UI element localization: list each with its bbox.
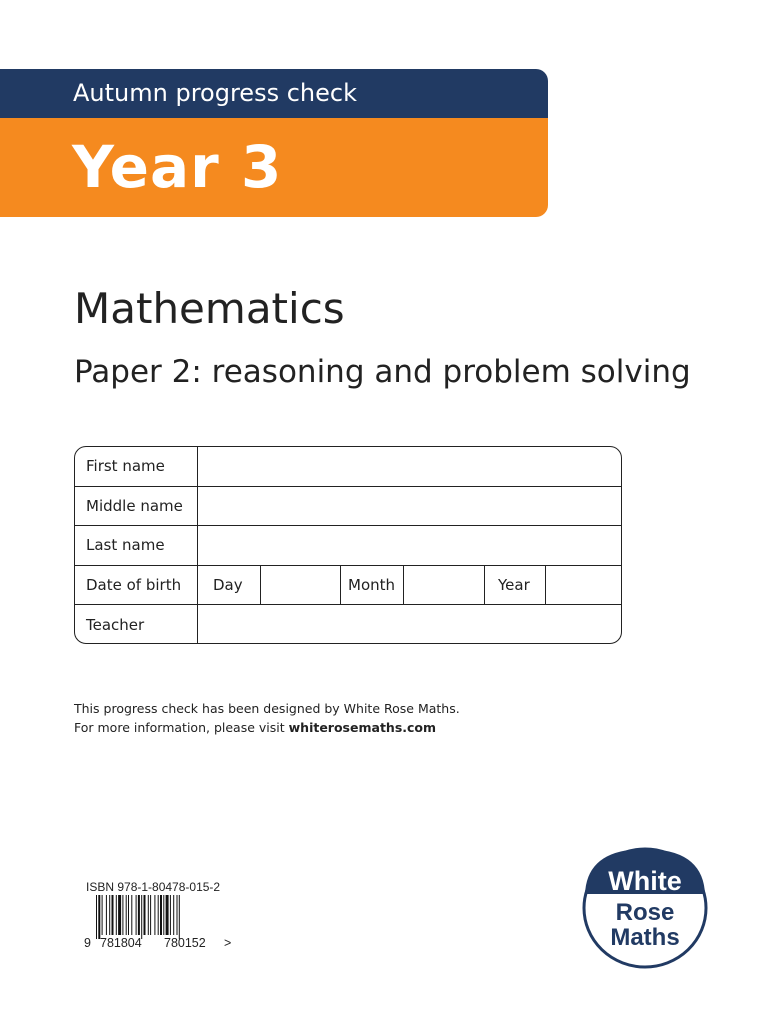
- barcode-bar: [98, 895, 100, 939]
- teacher-row: [75, 605, 621, 644]
- barcode-bar: [122, 895, 123, 935]
- barcode-bar: [136, 895, 137, 935]
- barcode-bar: [128, 895, 129, 935]
- barcode-bar: [170, 895, 171, 935]
- student-details-form: [74, 446, 622, 644]
- barcode-bar: [144, 895, 146, 935]
- barcode-bar: [112, 895, 114, 935]
- first-name-row: [75, 447, 621, 487]
- barcode-bar: [118, 895, 121, 935]
- last-name-row: [75, 526, 621, 566]
- barcode-digits-right: 780152: [164, 936, 206, 950]
- barcode-bar: [131, 895, 132, 935]
- barcode-arrow: >: [224, 936, 232, 950]
- info-prefix: For more information, please visit: [74, 720, 289, 735]
- barcode-bar: [166, 895, 169, 935]
- month-label: Month: [341, 566, 404, 605]
- website-link[interactable]: whiterosemaths.com: [288, 720, 437, 735]
- barcode-bar: [154, 895, 155, 935]
- year-label: Year: [485, 566, 546, 605]
- barcode-bar: [148, 895, 149, 935]
- barcode-bar: [126, 895, 127, 935]
- barcode-bar: [177, 895, 178, 935]
- info-text: [74, 699, 460, 737]
- first-name-label: First name: [75, 447, 198, 486]
- barcode-bar: [96, 895, 97, 939]
- day-field[interactable]: [261, 566, 341, 605]
- isbn-label: ISBN 978-1-80478-015-2: [86, 880, 221, 894]
- barcode-bar: [141, 895, 142, 939]
- middle-name-label: Middle name: [75, 487, 198, 526]
- barcode-bar: [109, 895, 110, 935]
- barcode-bar: [150, 895, 151, 935]
- logo-line-2: Rose: [615, 899, 675, 926]
- barcode: [96, 895, 220, 939]
- year-field[interactable]: [546, 566, 621, 605]
- barcode-bar: [160, 895, 162, 935]
- header-banner: [0, 69, 548, 217]
- info-line-1: This progress check has been designed by White Rose Maths.: [74, 701, 460, 716]
- barcode-bar: [179, 895, 180, 939]
- teacher-label: Teacher: [75, 605, 198, 644]
- barcode-digit-first: 9: [84, 936, 91, 950]
- date-of-birth-label: Date of birth: [75, 566, 198, 605]
- banner-subtitle: Autumn progress check: [0, 69, 548, 118]
- barcode-digits-left: 781804: [100, 936, 142, 950]
- middle-name-row: [75, 487, 621, 527]
- barcode-bar: [102, 895, 103, 935]
- teacher-field[interactable]: [198, 605, 621, 644]
- barcode-bar: [138, 895, 140, 935]
- barcode-bar: [173, 895, 174, 935]
- barcode-bar: [158, 895, 159, 935]
- logo-line-3: Maths: [610, 924, 680, 951]
- white-rose-maths-logo: [582, 847, 708, 969]
- middle-name-field[interactable]: [198, 487, 621, 526]
- last-name-field[interactable]: [198, 526, 621, 565]
- info-line-2: [74, 718, 460, 737]
- page-title: Mathematics: [74, 284, 345, 333]
- day-label: Day: [198, 566, 261, 605]
- barcode-bar: [163, 895, 164, 935]
- logo-line-1: White: [608, 866, 682, 896]
- barcode-bar: [106, 895, 107, 935]
- banner-title: Year 3: [0, 118, 548, 217]
- last-name-label: Last name: [75, 526, 198, 565]
- barcode-bar: [116, 895, 117, 935]
- first-name-field[interactable]: [198, 447, 621, 486]
- month-field[interactable]: [404, 566, 485, 605]
- paper-subtitle: Paper 2: reasoning and problem solving: [74, 354, 691, 390]
- date-of-birth-row: [75, 566, 621, 606]
